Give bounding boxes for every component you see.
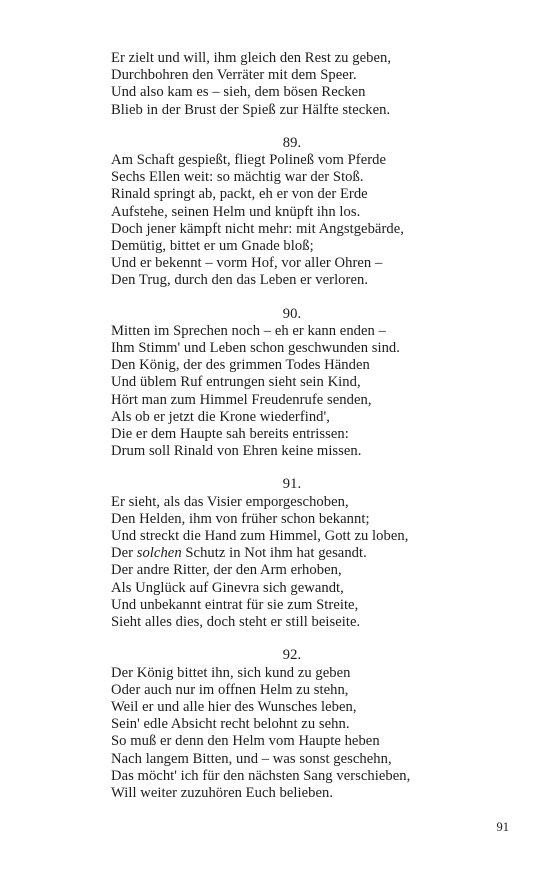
verse-line bbox=[111, 238, 511, 255]
verse-text: Den Helden, ihm von früher schon bekannt; bbox=[111, 510, 370, 527]
stanza-number: 90. bbox=[282, 305, 302, 322]
stanza-number: 92. bbox=[282, 647, 302, 664]
stanza bbox=[111, 306, 511, 461]
verse-text: Nach langem Bitten, und – was sonst geschehn, bbox=[111, 750, 392, 767]
verse-line bbox=[111, 340, 511, 357]
verse-line bbox=[111, 50, 511, 67]
verse-text: Und streckt die Hand zum Himmel, Gott zu loben, bbox=[111, 528, 409, 545]
stanza bbox=[111, 50, 511, 119]
verse-text: Aufstehe, seinen Helm und knüpft ihn los. bbox=[111, 203, 361, 220]
verse-line bbox=[111, 494, 511, 511]
verse-text: Ihm Stimm' und Leben schon geschwunden sind. bbox=[111, 340, 400, 357]
verse-line bbox=[111, 102, 511, 119]
verse-text: Weil er und alle hier des Wunsches leben, bbox=[111, 698, 357, 715]
verse-text: Er sieht, als das Visier emporgeschoben, bbox=[111, 493, 349, 510]
poem-text bbox=[111, 50, 511, 818]
verse-line bbox=[111, 67, 511, 84]
verse-line bbox=[111, 528, 511, 545]
verse-text: Die er dem Haupte sah bereits entrissen: bbox=[111, 426, 349, 443]
verse-line bbox=[111, 84, 511, 101]
verse-text: So muß er denn den Helm vom Haupte heben bbox=[111, 733, 380, 750]
verse-text: Der König bittet ihn, sich kund zu geben bbox=[111, 664, 351, 681]
verse-text: Der bbox=[111, 545, 137, 562]
verse-line bbox=[111, 152, 511, 169]
verse-line bbox=[111, 169, 511, 186]
stanza bbox=[111, 476, 511, 631]
verse-text: Und also kam es – sieh, dem bösen Recken bbox=[111, 84, 366, 101]
verse-line bbox=[111, 665, 511, 682]
verse-line bbox=[111, 357, 511, 374]
verse-line bbox=[111, 204, 511, 221]
verse-text: Und üblem Ruf entrungen sieht sein Kind, bbox=[111, 374, 361, 391]
verse-line bbox=[111, 323, 511, 340]
verse-line bbox=[111, 699, 511, 716]
verse-line bbox=[111, 443, 511, 460]
verse-text: Am Schaft gespießt, fliegt Polineß vom Pferde bbox=[111, 152, 387, 169]
verse-line bbox=[111, 768, 511, 785]
stanza-number: 91. bbox=[282, 476, 302, 493]
verse-line bbox=[111, 545, 511, 562]
verse-text: Oder auch nur im offnen Helm zu stehn, bbox=[111, 681, 349, 698]
verse-line bbox=[111, 682, 511, 699]
verse-text: Doch jener kämpft nicht mehr: mit Angstgebärde, bbox=[111, 220, 404, 237]
verse-text: Durchbohren den Verräter mit dem Speer. bbox=[111, 67, 357, 84]
verse-text: Mitten im Sprechen noch – eh er kann enden – bbox=[111, 322, 386, 339]
verse-line bbox=[111, 751, 511, 768]
verse-line bbox=[111, 255, 511, 272]
verse-text: Blieb in der Brust der Spieß zur Hälfte stecken. bbox=[111, 101, 391, 118]
verse-line bbox=[111, 426, 511, 443]
verse-text: Hört man zum Himmel Freudenrufe senden, bbox=[111, 391, 372, 408]
verse-line bbox=[111, 785, 511, 802]
verse-text: Den Trug, durch den das Leben er verloren. bbox=[111, 272, 369, 289]
verse-text: Will weiter zuzuhören Euch belieben. bbox=[111, 784, 334, 801]
verse-line bbox=[111, 409, 511, 426]
verse-line bbox=[111, 374, 511, 391]
verse-text: Schutz in Not ihm hat gesandt. bbox=[181, 545, 367, 562]
verse-line bbox=[111, 392, 511, 409]
verse-text: Er zielt und will, ihm gleich den Rest zu geben, bbox=[111, 50, 392, 66]
verse-text: Drum soll Rinald von Ehren keine missen. bbox=[111, 443, 362, 460]
verse-line bbox=[111, 272, 511, 289]
verse-line bbox=[111, 221, 511, 238]
verse-emphasis: solchen bbox=[136, 545, 182, 562]
verse-text: Als ob er jetzt die Krone wiederfind', bbox=[111, 408, 330, 425]
verse-text: Demütig, bittet er um Gnade bloß; bbox=[111, 238, 314, 255]
stanza bbox=[111, 135, 511, 290]
verse-line bbox=[111, 562, 511, 579]
page-number: 91 bbox=[496, 820, 509, 834]
stanza-number: 89. bbox=[282, 134, 302, 151]
verse-text: Sieht alles dies, doch steht er still beiseite. bbox=[111, 614, 361, 631]
verse-line bbox=[111, 614, 511, 631]
verse-text: Und unbekannt eintrat für sie zum Streite, bbox=[111, 596, 359, 613]
stanza bbox=[111, 647, 511, 802]
verse-text: Den König, der des grimmen Todes Händen bbox=[111, 357, 370, 374]
verse-line bbox=[111, 580, 511, 597]
verse-line bbox=[111, 733, 511, 750]
verse-text: Sein' edle Absicht recht belohnt zu sehn. bbox=[111, 716, 350, 733]
verse-text: Als Unglück auf Ginevra sich gewandt, bbox=[111, 579, 344, 596]
verse-line bbox=[111, 511, 511, 528]
verse-line bbox=[111, 186, 511, 203]
verse-text: Rinald springt ab, packt, eh er von der Erde bbox=[111, 186, 368, 203]
verse-text: Das möcht' ich für den nächsten Sang verschieben, bbox=[111, 767, 411, 784]
verse-text: Sechs Ellen weit: so mächtig war der Stoß. bbox=[111, 169, 364, 186]
verse-line bbox=[111, 716, 511, 733]
verse-line bbox=[111, 597, 511, 614]
verse-text: Der andre Ritter, der den Arm erhoben, bbox=[111, 562, 342, 579]
verse-text: Und er bekennt – vorm Hof, vor aller Ohren – bbox=[111, 255, 383, 272]
